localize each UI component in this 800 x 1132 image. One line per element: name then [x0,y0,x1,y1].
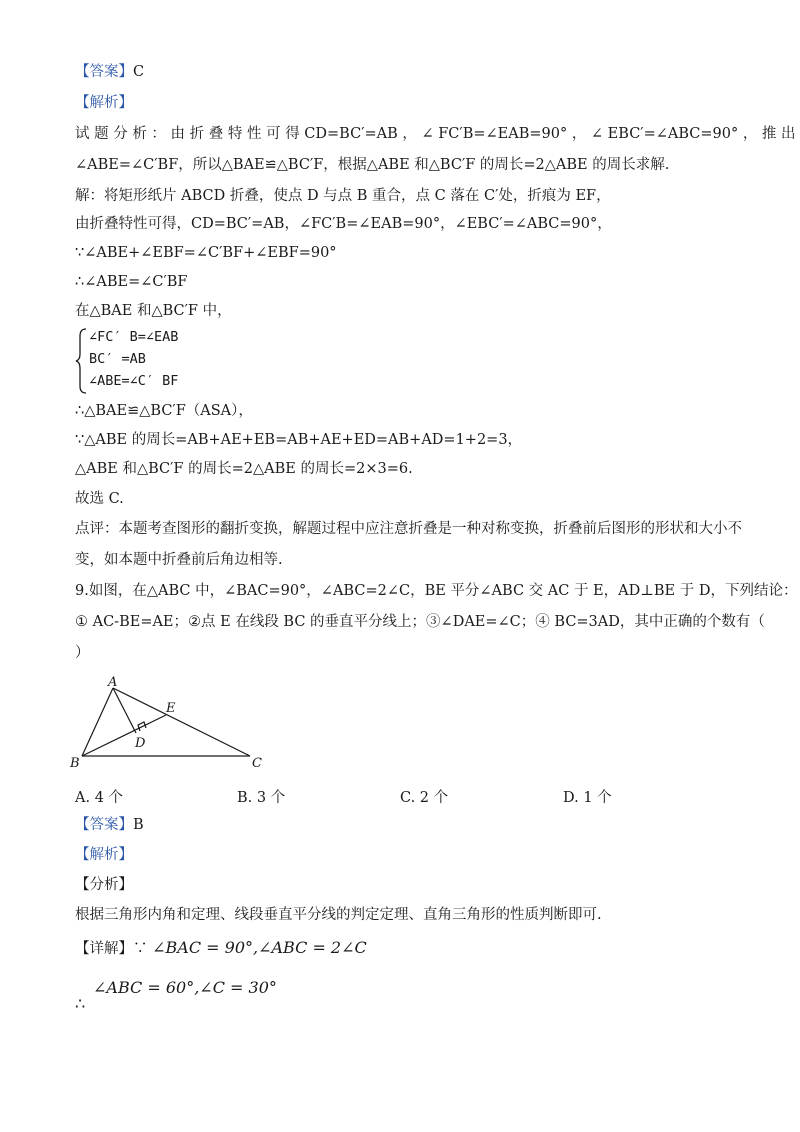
option-a: A. 4 个 [75,790,124,806]
q9-stem-3: ） [75,645,90,661]
q8-line-4: 由折叠特性可得，CD=BC′=AB，∠FC′B=∠EAB=90°，∠EBC′=∠ABC=90°， [75,216,612,232]
option-b: B. 3 个 [237,790,286,806]
label-a: A [108,675,118,690]
q8-answer-line [75,62,144,82]
q8-line-10: △ABE 和△BC′F 的周长=2△ABE 的周长=2×3=6. [75,461,413,477]
q9-stem-1: 9.如图，在△ABC 中，∠BAC=90°，∠ABC=2∠C，BE 平分∠ABC 交 AC 于 E，AD⊥BE 于 D，下列结论： [75,583,798,599]
label-e: E [166,701,176,716]
detail-math-1: ∠BAC = 90°,∠ABC = 2∠C [152,938,367,957]
q8-comment-1: 点评：本题考查图形的翻折变换，解题过程中应注意折叠是一种对称变换，折叠前后图形的形状和大小不 [75,521,742,537]
side-ac [113,688,250,756]
q8-line-6: ∴∠ABE=∠C′BF [75,274,188,290]
analysis-tag: 【解析】 [75,847,133,863]
detail-math-line [93,978,277,999]
q9-answer-line [75,815,144,835]
answer-value: C [133,64,145,80]
q9-stem-2: ① AC-BE=AE；②点 E 在线段 BC 的垂直平分线上；③∠DAE=∠C；④ BC=3AD，其中正确的个数有（ [75,614,765,630]
q8-line-3: 解：将矩形纸片 ABCD 折叠，使点 D 与点 B 重合，点 C 落在 C′处，折痕为 EF， [75,188,611,204]
label-c: C [252,756,262,771]
fenxi-text: 根据三角形内角和定理、线段垂直平分线的判定定理、直角三角形的性质判断即可. [75,907,602,923]
segment-ad [113,688,136,733]
q8-line-1: 试 题 分 析 ： 由 折 叠 特 性 可 得 CD=BC′=AB ， ∠ FC′B=∠EAB=90° ， ∠ EBC′=∠ABC=90° ， 推 出 [75,126,796,142]
option-d: D. 1 个 [563,790,612,806]
left-brace-icon [75,327,89,395]
label-d: D [135,736,146,751]
brace-row-2: BC′ =AB [89,351,146,367]
detail-math-2: ∠ABC = 60°,∠C = 30° [93,978,277,997]
q8-comment-2: 变，如本题中折叠前后角边相等. [75,552,283,568]
label-b: B [70,756,80,771]
detail-tag: 【详解】 [75,941,133,957]
q8-line-7: 在△BAE 和△BC′F 中， [75,303,232,319]
q8-line-8: ∴△BAE≌△BC′F（ASA）， [75,403,253,419]
answer-tag: 【答案】 [75,817,133,833]
analysis-tag: 【解析】 [75,95,133,111]
because-symbol: ∵ [133,941,148,957]
detail-line [75,938,367,959]
q8-line-9: ∵△ABE 的周长=AB+AE+EB=AB+AE+ED=AB+AD=1+2=3， [75,432,523,448]
q8-line-11: 故选 C. [75,491,124,507]
option-c: C. 2 个 [400,790,449,806]
q8-line-5: ∵∠ABE+∠EBF=∠C′BF+∠EBF=90° [75,245,337,261]
fenxi-tag: 【分析】 [75,877,133,893]
brace-row-3: ∠ABE=∠C′ BF [89,373,179,389]
answer-value: B [133,817,144,833]
brace-row-1: ∠FC′ B=∠EAB [89,329,179,345]
side-ab [82,688,113,756]
equation-system [75,327,275,395]
answer-tag: 【答案】 [75,64,133,80]
therefore-symbol: ∴ [75,994,86,1013]
triangle-diagram [68,675,278,775]
segment-be [82,715,166,756]
triangle-figure [68,675,278,779]
q8-line-2: ∠ABE=∠C′BF，所以△BAE≌△BC′F，根据△ABE 和△BC′F 的周长=2△ABE 的周长求解. [75,157,670,173]
